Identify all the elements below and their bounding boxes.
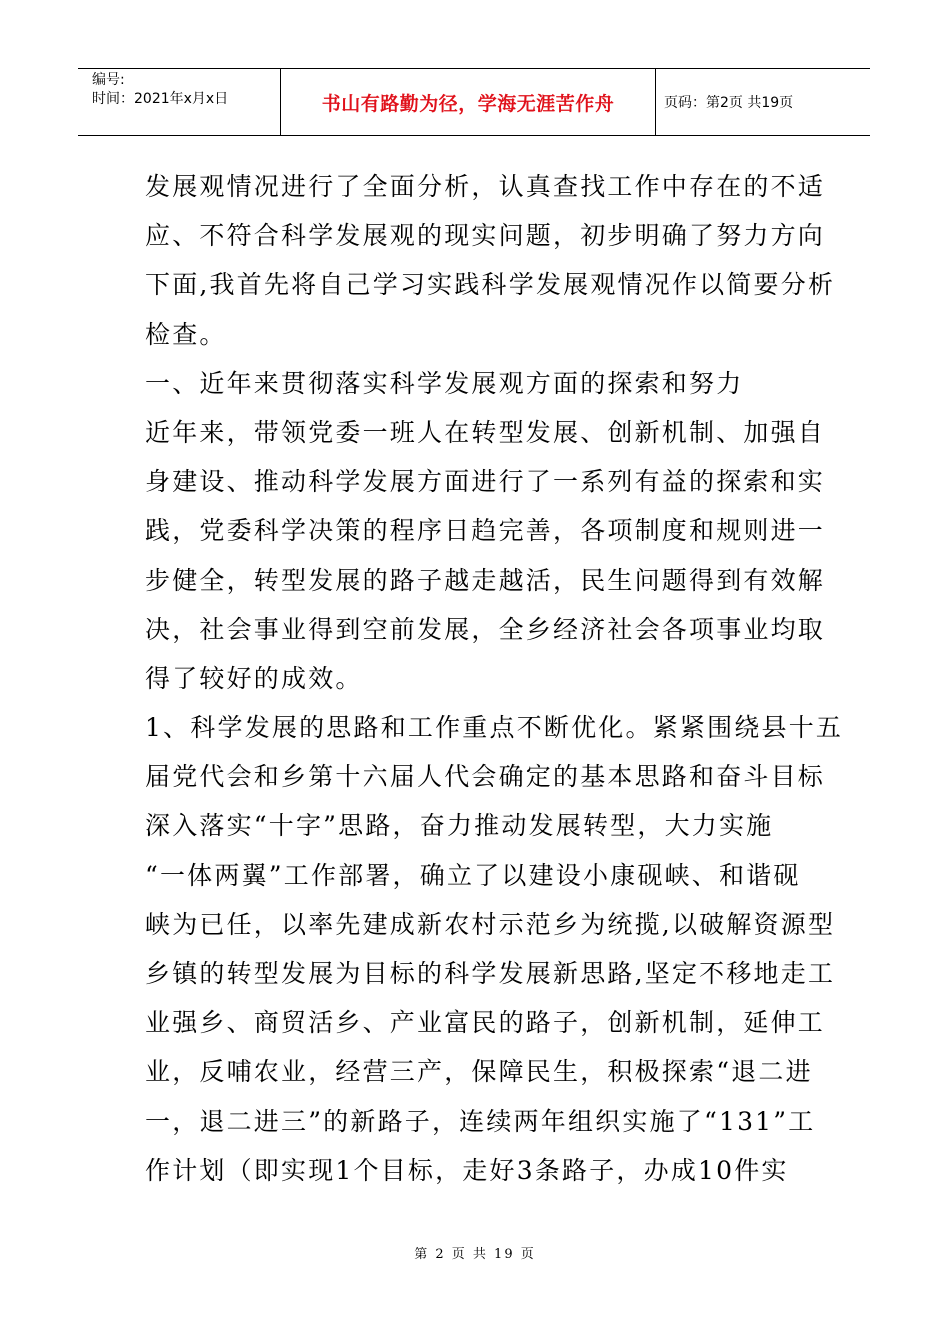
body-line: 乡镇的转型发展为目标的科学发展新思路,坚定不移地走工 <box>145 959 836 988</box>
body-line: 届党代会和乡第十六届人代会确定的基本思路和奋斗目标 <box>145 762 826 792</box>
body-line: 一，退二进三”的新路子，连续两年组织实施了“131”工 <box>145 1106 816 1136</box>
body-line: 下面,我首先将自己学习实践科学发展观情况作以简要分析 <box>145 270 836 300</box>
document-body <box>145 162 844 1195</box>
body-line: 近年来，带领党委一班人在转型发展、创新机制、加强自 <box>145 417 826 447</box>
section-heading: 一、近年来贯彻落实科学发展观方面的探索和努力 <box>145 368 744 398</box>
body-line: “一体两翼”工作部署，确立了以建设小康砚峡、和谐砚 <box>145 860 801 890</box>
body-line: 作计划（即实现1个目标，走好3条路子，办成10件实 <box>145 1155 789 1185</box>
header-motto: 书山有路勤为径，学海无涯苦作舟 <box>281 69 656 135</box>
body-line: 业，反哺农业，经营三产，保障民生，积极探索“退二进 <box>145 1057 813 1087</box>
document-time-label: 时间：2021年x月x日 <box>92 91 229 107</box>
body-line: 决，社会事业得到空前发展，全乡经济社会各项事业均取 <box>145 614 826 644</box>
body-line: 步健全，转型发展的路子越走越活，民生问题得到有效解 <box>145 565 826 595</box>
body-line: 身建设、推动科学发展方面进行了一系列有益的探索和实 <box>145 467 826 497</box>
header-page-info: 页码：第2页 共19页 <box>664 95 794 111</box>
page-footer: 第 2 页 共 19 页 <box>414 1247 536 1262</box>
body-line: 检查。 <box>145 319 227 349</box>
body-line: 应、不符合科学发展观的现实问题，初步明确了努力方向 <box>145 221 826 251</box>
document-number-label: 编号: <box>92 72 125 88</box>
page-header <box>78 68 870 136</box>
body-line: 深入落实“十字”思路，奋力推动发展转型，大力实施 <box>145 811 774 841</box>
body-line: 业强乡、商贸活乡、产业富民的路子，创新机制，延伸工 <box>145 1008 826 1038</box>
header-meta <box>78 69 281 135</box>
body-line: 1、科学发展的思路和工作重点不断优化。紧紧围绕县十五 <box>145 713 844 743</box>
body-line: 得了较好的成效。 <box>145 663 363 693</box>
body-line: 践，党委科学决策的程序日趋完善，各项制度和规则进一 <box>145 516 826 546</box>
body-line: 峡为已任，以率先建成新农村示范乡为统揽,以破解资源型 <box>145 909 836 939</box>
body-line: 发展观情况进行了全面分析，认真查找工作中存在的不适 <box>145 172 826 201</box>
